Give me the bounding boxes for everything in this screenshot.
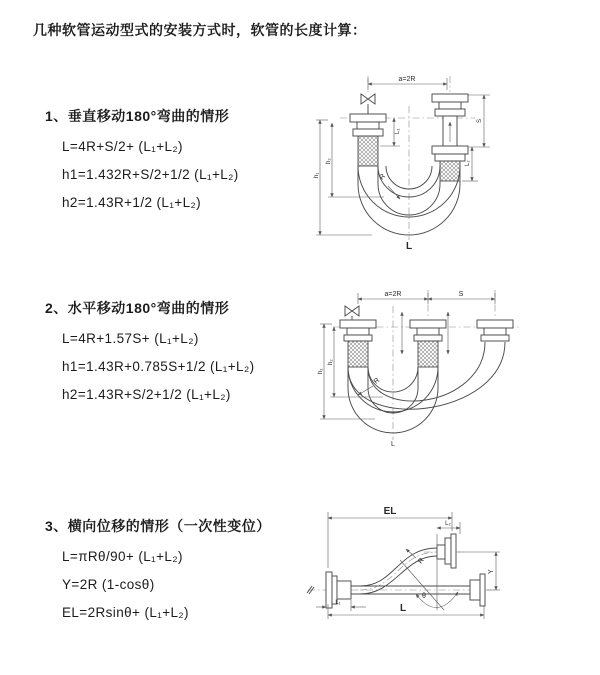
section-3 — [45, 516, 271, 627]
dim-label-l2: L₂ — [445, 521, 451, 527]
valve-icon — [345, 306, 359, 320]
upper-right-fitting — [437, 534, 456, 568]
section-3-heading: 3、横向位移的情形（一次性变位） — [45, 518, 271, 534]
dim-label-r: R — [378, 172, 387, 182]
hose-s-curve — [360, 548, 437, 594]
formula-l: L=4R+1.57S+ (L₁+L₂) — [62, 331, 199, 346]
dim-label-s: S — [477, 118, 483, 123]
dim-l1 — [316, 600, 366, 611]
dim-a2r — [358, 291, 495, 304]
dim-label-l: L — [405, 241, 413, 252]
formula-h1: h1=1.432R+S/2+1/2 (L₁+L₂) — [62, 167, 239, 182]
right-fitting-moved — [477, 320, 513, 341]
dim-label-r: R — [372, 376, 382, 386]
page-title: 几种软管运动型式的安装方式时，软管的长度计算： — [33, 22, 367, 38]
hose-braid — [440, 161, 460, 181]
dim-label-l2: L₂ — [465, 160, 471, 166]
diagram-lateral-displacement — [300, 498, 600, 652]
radius-callout — [358, 377, 381, 395]
dim-label-s: S — [458, 291, 464, 298]
formula-h2: h2=1.43R+1/2 (L₁+L₂) — [62, 195, 202, 210]
diagram-horizontal-180-bend — [305, 282, 600, 457]
dim-label-l: L — [391, 441, 395, 448]
dim-label-h1: h₁ — [318, 368, 324, 374]
dim-label-r: R — [417, 556, 426, 566]
hose-braid — [358, 136, 378, 166]
middle-fitting — [410, 320, 446, 367]
dim-l2 — [437, 521, 460, 534]
formula-el: EL=2Rsinθ+ (L₁+L₂) — [62, 605, 189, 620]
dim-s — [428, 291, 495, 299]
dim-label-a2r: a=2R — [384, 291, 402, 298]
section-2 — [45, 298, 254, 409]
diagram-vertical-180-bend — [310, 68, 600, 263]
section-1 — [45, 106, 239, 217]
right-pipe-assembly — [432, 94, 468, 181]
dim-label-l: L — [399, 603, 407, 614]
hose-braid — [418, 341, 438, 367]
dim-label-h2: h₂ — [328, 359, 334, 365]
dim-label-theta: θ — [422, 593, 426, 600]
left-fitting — [350, 114, 386, 166]
valve-icon — [361, 94, 375, 114]
dim-label-y: Y — [488, 569, 495, 574]
dim-l — [328, 603, 484, 619]
section-2-heading: 2、水平移动180°弯曲的情形 — [45, 300, 230, 316]
formula-h1: h1=1.43R+0.785S+1/2 (L₁+L₂) — [62, 359, 255, 374]
dim-label-h2: h₂ — [326, 158, 332, 164]
hose-braid — [348, 341, 368, 367]
dim-label-h1: h₁ — [314, 172, 320, 178]
dim-el — [328, 506, 452, 568]
dim-label-a2r: a=2R — [398, 76, 416, 83]
dim-label-l1: L₁ — [395, 128, 401, 134]
formula-l: L=πRθ/90+ (L₁+L₂) — [62, 549, 183, 564]
dim-s — [468, 95, 490, 147]
formula-y: Y=2R (1-cosθ) — [62, 577, 155, 592]
dim-label-el: EL — [383, 506, 397, 517]
dim-label-l1: L₁ — [335, 600, 341, 606]
formula-l: L=4R+S/2+ (L₁+L₂) — [62, 139, 183, 154]
dim-a2r — [368, 76, 447, 90]
formula-h2: h2=1.43R+S/2+1/2 (L₁+L₂) — [62, 387, 231, 402]
right-fitting-original — [470, 574, 485, 606]
section-1-heading: 1、垂直移动180°弯曲的情形 — [45, 108, 230, 124]
left-fitting — [340, 320, 376, 367]
